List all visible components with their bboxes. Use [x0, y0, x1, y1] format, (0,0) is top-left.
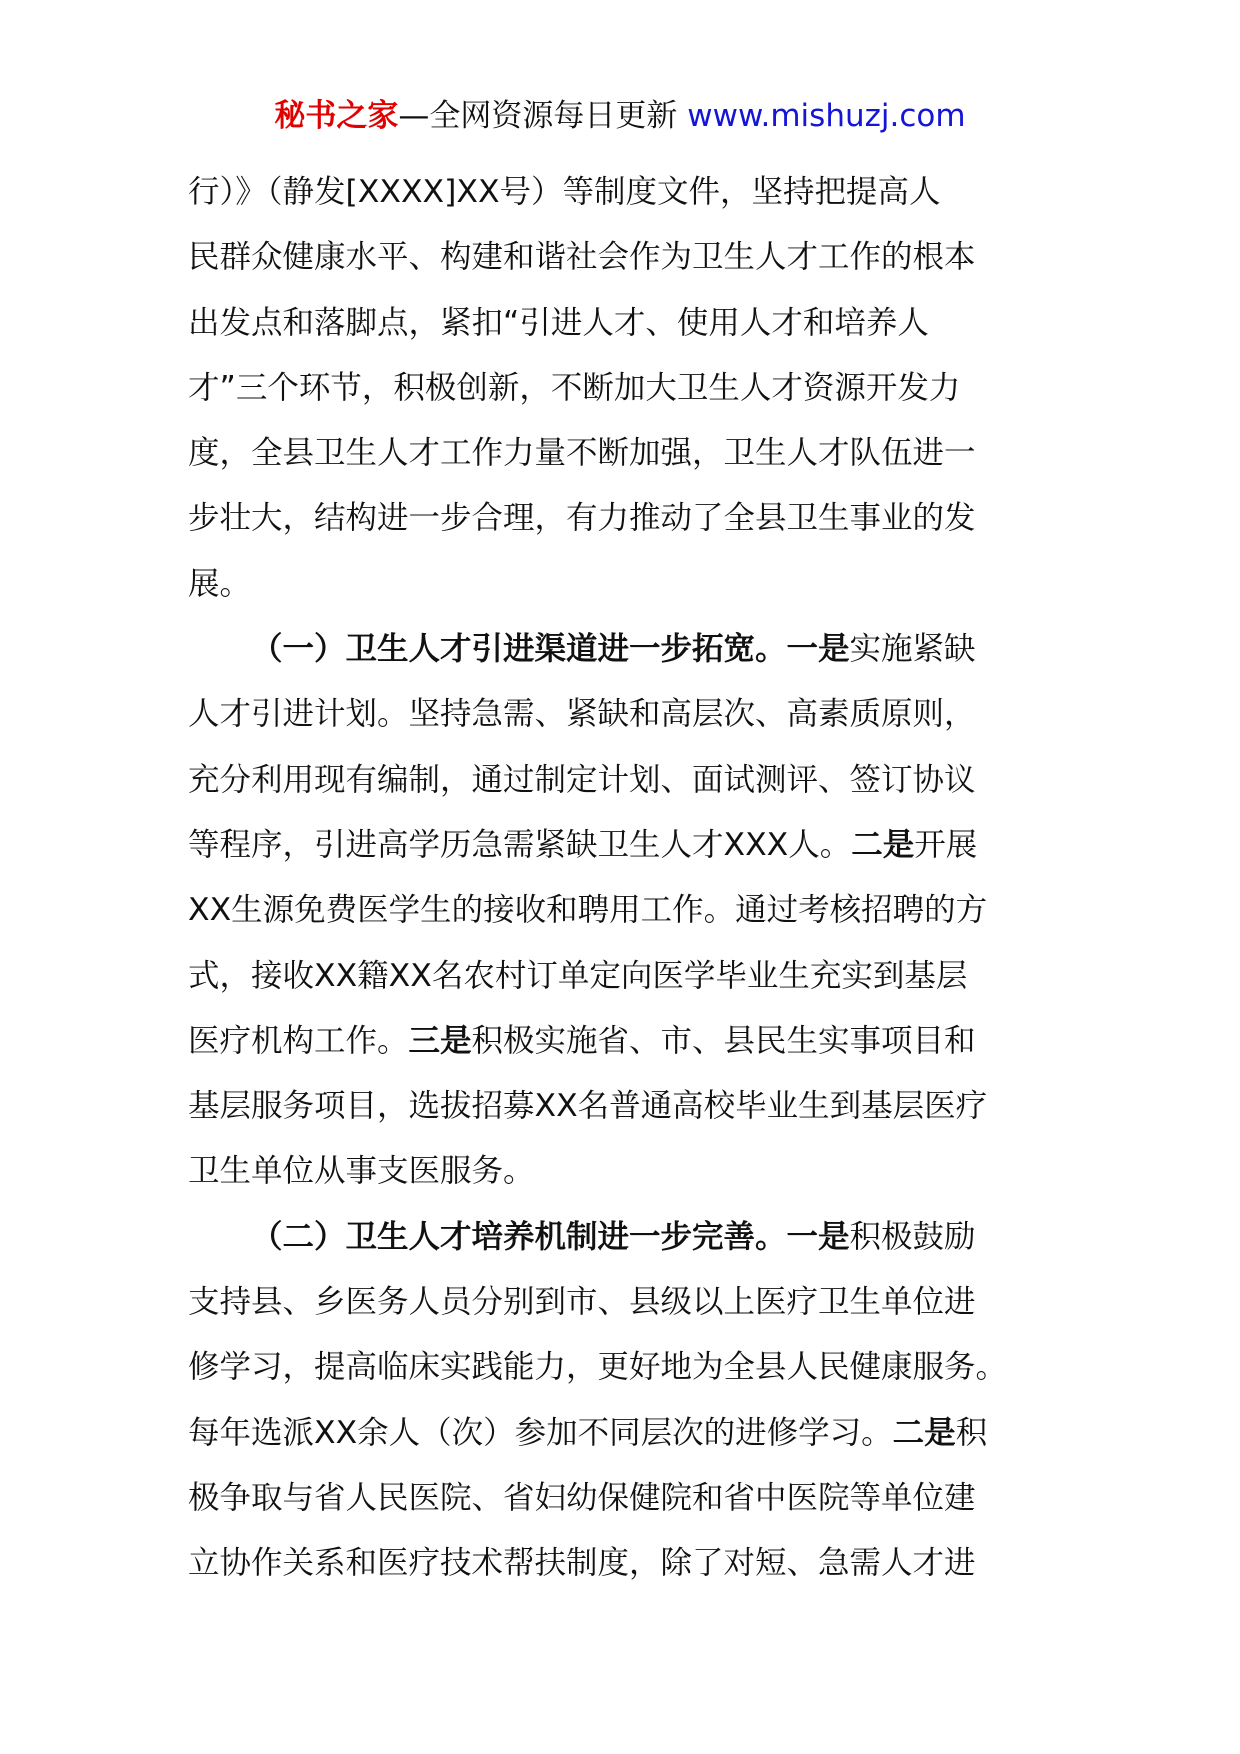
text-line — [188, 225, 1068, 290]
text-run: 人才引进计划。坚持急需、紧缺和高层次、高素质原则， — [188, 696, 976, 733]
text-run: 展。 — [188, 565, 252, 602]
text-line — [188, 1139, 1068, 1204]
header-tagline: —全网资源每日更新 — [398, 98, 688, 134]
text-line — [188, 682, 1068, 747]
text-run: 支持县、乡医务人员分别到市、县级以上医疗卫生单位进 — [188, 1284, 976, 1321]
section-heading-line — [188, 1205, 1068, 1270]
text-run: 积极实施省、市、县民生实事项目和 — [471, 1022, 976, 1059]
text-line — [188, 813, 1068, 878]
text-run: 基层服务项目，选拔招募XX名普通高校毕业生到基层医疗 — [188, 1088, 988, 1125]
text-line — [188, 1270, 1068, 1335]
text-line — [188, 356, 1068, 421]
text-line — [188, 1335, 1068, 1400]
text-run: 立协作关系和医疗技术帮扶制度，除了对短、急需人才进 — [188, 1545, 976, 1582]
text-line — [188, 1531, 1068, 1596]
text-run: 每年选派XX余人（次）参加不同层次的进修学习。 — [188, 1414, 893, 1451]
text-run: 步壮大，结构进一步合理，有力推动了全县卫生事业的发 — [188, 500, 976, 537]
text-run: 充分利用现有编制，通过制定计划、面试测评、签订协议 — [188, 761, 976, 798]
text-run: 等程序，引进高学历急需紧缺卫生人才XXX人。 — [188, 826, 852, 863]
text-line — [188, 552, 1068, 617]
text-line — [188, 878, 1068, 943]
text-line — [188, 1074, 1068, 1139]
text-line — [188, 1401, 1068, 1466]
text-run: 极争取与省人民医院、省妇幼保健院和省中医院等单位建 — [188, 1479, 976, 1516]
text-run: 才”三个环节，积极创新，不断加大卫生人才资源开发力 — [188, 369, 961, 406]
text-run: 卫生单位从事支医服务。 — [188, 1153, 535, 1190]
text-run: 实施紧缺 — [849, 631, 976, 668]
text-run: 出发点和落脚点，紧扣“引进人才、使用人才和培养人 — [188, 304, 929, 341]
site-url-link[interactable]: www.mishuzj.com — [687, 98, 966, 134]
text-line — [188, 291, 1068, 356]
brand-name: 秘书之家 — [274, 98, 399, 134]
text-run: 民群众健康水平、构建和谐社会作为卫生人才工作的根本 — [188, 239, 976, 276]
bold-marker: 三是 — [408, 1022, 472, 1059]
section-heading-1: （一）卫生人才引进渠道进一步拓宽。一是 — [251, 631, 850, 668]
text-line — [188, 160, 1068, 225]
section-heading-line — [188, 617, 1068, 682]
document-body — [188, 160, 1068, 1597]
text-line — [188, 1009, 1068, 1074]
text-line — [188, 486, 1068, 551]
text-line — [188, 944, 1068, 1009]
text-line — [188, 748, 1068, 813]
text-run: 积极鼓励 — [849, 1218, 976, 1255]
text-run: 医疗机构工作。 — [188, 1022, 409, 1059]
text-run: 开展 — [914, 826, 978, 863]
text-run: 行）》（静发[XXXX]XX号）等制度文件，坚持把提高人 — [188, 174, 941, 210]
text-run: XX生源免费医学生的接收和聘用工作。通过考核招聘的方 — [188, 892, 988, 929]
text-run: 修学习，提高临床实践能力，更好地为全县人民健康服务。 — [188, 1349, 1008, 1386]
text-run: 式，接收XX籍XX名农村订单定向医学毕业生充实到基层 — [188, 957, 968, 994]
text-run: 度，全县卫生人才工作力量不断加强，卫生人才队伍进一 — [188, 435, 976, 472]
text-run: 积 — [955, 1414, 988, 1451]
text-line — [188, 1466, 1068, 1531]
bold-marker: 二是 — [892, 1414, 956, 1451]
section-heading-2: （二）卫生人才培养机制进一步完善。一是 — [251, 1218, 850, 1255]
text-line — [188, 421, 1068, 486]
bold-marker: 二是 — [851, 826, 915, 863]
site-header — [0, 96, 1240, 136]
